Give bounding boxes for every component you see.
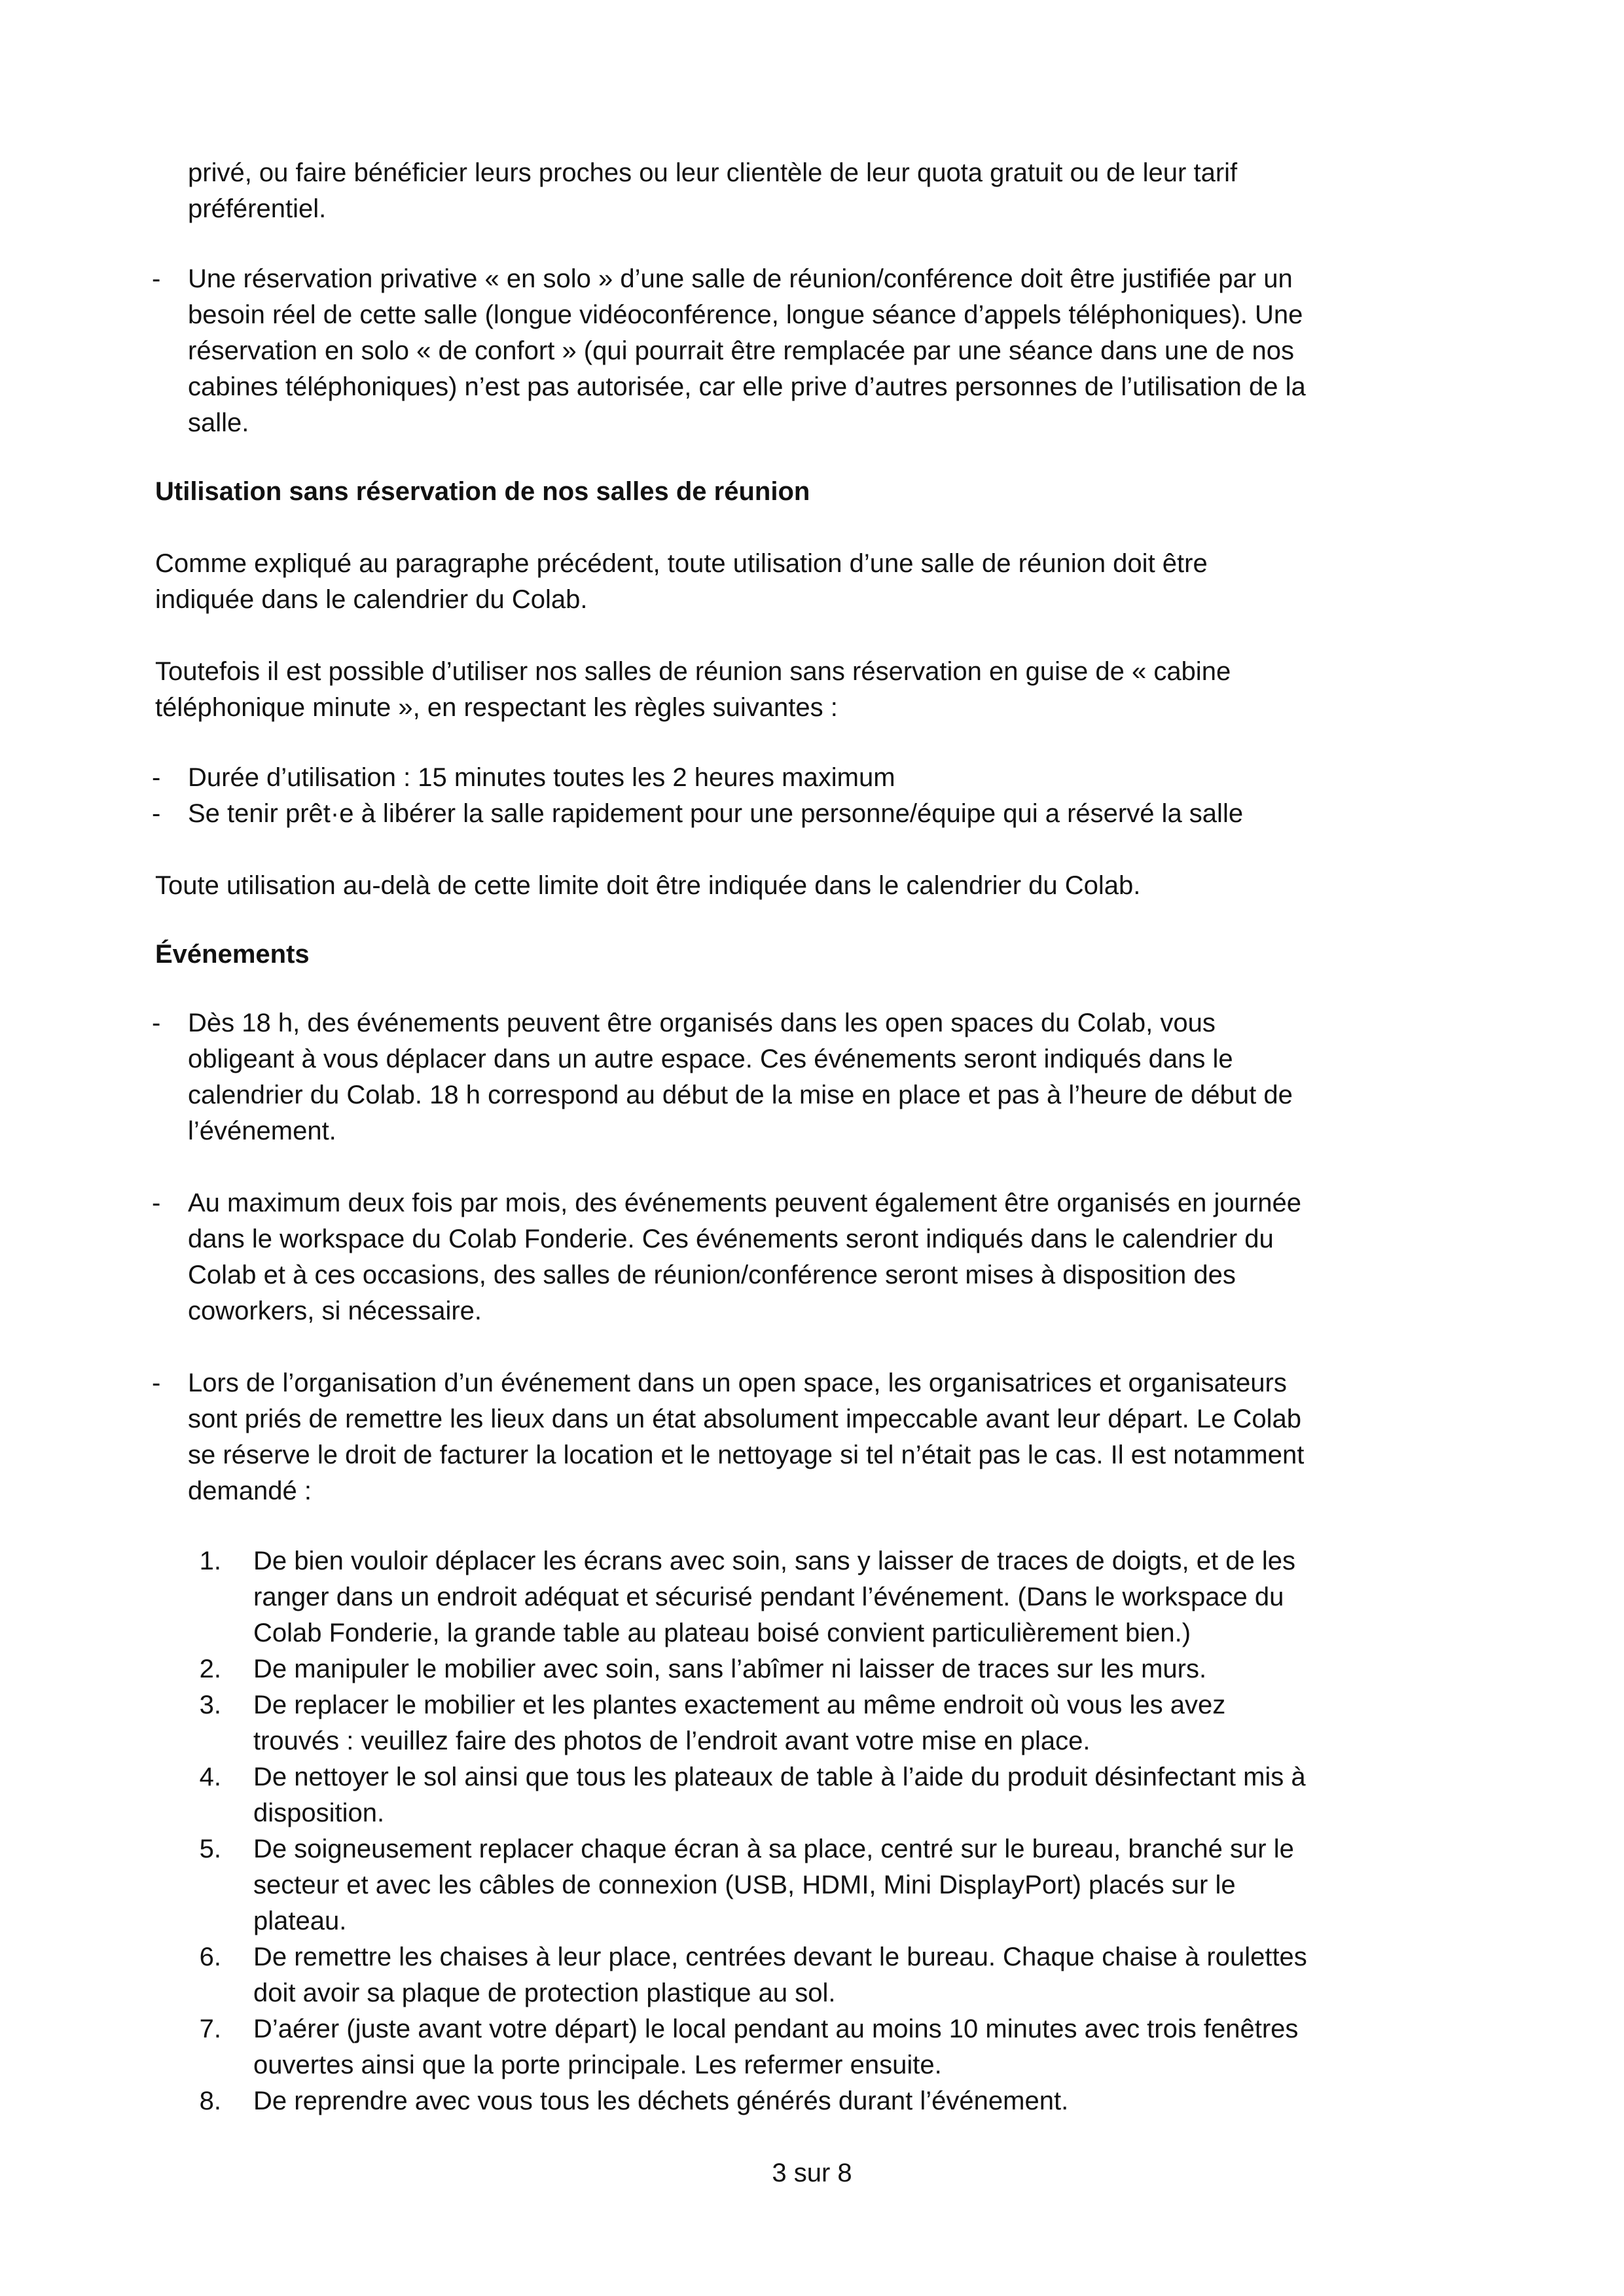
usage-para1-line: indiquée dans le calendrier du Colab. [155, 585, 588, 614]
usage-para1-line: Comme expliqué au paragraphe précédent, toute utilisation d’une salle de réunion doit être [155, 549, 1208, 578]
bullet-solo-line: salle. [188, 408, 249, 437]
events-bullet2-line: coworkers, si nécessaire. [188, 1297, 482, 1325]
numbered-item-line: De nettoyer le sol ainsi que tous les plateaux de table à l’aide du produit désinfectant mis à [253, 1763, 1306, 1791]
usage-rule-item: Durée d’utilisation : 15 minutes toutes les 2 heures maximum [188, 763, 895, 792]
list-number: 6. [199, 1943, 221, 1971]
numbered-item-line: De bien vouloir déplacer les écrans avec soin, sans y laisser de traces de doigts, et de les [253, 1547, 1295, 1575]
numbered-item-line: De remettre les chaises à leur place, centrées devant le bureau. Chaque chaise à roulettes [253, 1943, 1307, 1971]
events-bullet2-line: Au maximum deux fois par mois, des événements peuvent également être organisés en journée [188, 1189, 1301, 1217]
bullet-dash: - [152, 1009, 161, 1037]
events-bullet1-line: l’événement. [188, 1117, 336, 1145]
events-bullet2-line: dans le workspace du Colab Fonderie. Ces événements seront indiqués dans le calendrier du [188, 1225, 1274, 1253]
usage-para2-line: Toutefois il est possible d’utiliser nos salles de réunion sans réservation en guise de « cabine [155, 657, 1231, 686]
bullet-dash: - [152, 1189, 161, 1217]
bullet-dash: - [152, 264, 161, 293]
bullet-solo-line: besoin réel de cette salle (longue vidéoconférence, longue séance d’appels téléphoniques). Une [188, 300, 1303, 329]
bullet-solo-line: cabines téléphoniques) n’est pas autorisée, car elle prive d’autres personnes de l’utilisation de la [188, 372, 1306, 401]
numbered-item-line: De reprendre avec vous tous les déchets générés durant l’événement. [253, 2087, 1069, 2115]
numbered-item-line: ouvertes ainsi que la porte principale. Les refermer ensuite. [253, 2051, 942, 2079]
numbered-item-line: Colab Fonderie, la grande table au plateau boisé convient particulièrement bien.) [253, 1619, 1191, 1647]
intro-line: privé, ou faire bénéficier leurs proches ou leur clientèle de leur quota gratuit ou de leur tarif [188, 158, 1238, 187]
events-bullet1-line: calendrier du Colab. 18 h correspond au début de la mise en place et pas à l’heure de début de [188, 1081, 1293, 1109]
numbered-item-line: doit avoir sa plaque de protection plastique au sol. [253, 1979, 836, 2007]
numbered-item-line: De manipuler le mobilier avec soin, sans l’abîmer ni laisser de traces sur les murs. [253, 1655, 1207, 1683]
list-number: 1. [199, 1547, 221, 1575]
list-number: 7. [199, 2015, 221, 2043]
list-number: 3. [199, 1691, 221, 1719]
intro-line: préférentiel. [188, 194, 327, 223]
numbered-item-line: D’aérer (juste avant votre départ) le local pendant au moins 10 minutes avec trois fenêtres [253, 2015, 1299, 2043]
bullet-dash: - [152, 763, 161, 792]
bullet-dash: - [152, 799, 161, 828]
usage-para3: Toute utilisation au-delà de cette limite doit être indiquée dans le calendrier du Colab. [155, 871, 1141, 900]
numbered-item-line: disposition. [253, 1799, 385, 1827]
events-bullet3-line: demandé : [188, 1477, 312, 1505]
numbered-item-line: plateau. [253, 1907, 347, 1935]
events-bullet1-line: Dès 18 h, des événements peuvent être organisés dans les open spaces du Colab, vous [188, 1009, 1216, 1037]
usage-rule-item: Se tenir prêt·e à libérer la salle rapidement pour une personne/équipe qui a réservé la salle [188, 799, 1244, 828]
numbered-item-line: De replacer le mobilier et les plantes exactement au même endroit où vous les avez [253, 1691, 1226, 1719]
events-bullet2-line: Colab et à ces occasions, des salles de réunion/conférence seront mises à disposition des [188, 1261, 1236, 1289]
numbered-item-line: trouvés : veuillez faire des photos de l’endroit avant votre mise en place. [253, 1727, 1091, 1755]
events-bullet3-line: Lors de l’organisation d’un événement dans un open space, les organisatrices et organisateurs [188, 1369, 1287, 1397]
events-bullet3-line: se réserve le droit de facturer la location et le nettoyage si tel n’était pas le cas. Il est notamment [188, 1441, 1305, 1469]
numbered-item-line: De soigneusement replacer chaque écran à sa place, centré sur le bureau, branché sur le [253, 1835, 1294, 1863]
events-bullet3-line: sont priés de remettre les lieux dans un état absolument impeccable avant leur départ. Le Colab [188, 1405, 1301, 1433]
bullet-solo-line: Une réservation privative « en solo » d’une salle de réunion/conférence doit être justifiée par un [188, 264, 1293, 293]
usage-para2-line: téléphonique minute », en respectant les règles suivantes : [155, 693, 838, 722]
numbered-item-line: ranger dans un endroit adéquat et sécurisé pendant l’événement. (Dans le workspace du [253, 1583, 1284, 1611]
section-heading-usage: Utilisation sans réservation de nos salles de réunion [155, 477, 810, 506]
list-number: 4. [199, 1763, 221, 1791]
bullet-dash: - [152, 1369, 161, 1397]
page-number: 3 sur 8 [772, 2159, 852, 2187]
list-number: 8. [199, 2087, 221, 2115]
numbered-item-line: secteur et avec les câbles de connexion (USB, HDMI, Mini DisplayPort) placés sur le [253, 1871, 1236, 1899]
bullet-solo-line: réservation en solo « de confort » (qui pourrait être remplacée par une séance dans une de nos [188, 336, 1294, 365]
events-bullet1-line: obligeant à vous déplacer dans un autre espace. Ces événements seront indiqués dans le [188, 1045, 1233, 1073]
list-number: 2. [199, 1655, 221, 1683]
list-number: 5. [199, 1835, 221, 1863]
section-heading-events: Événements [155, 940, 310, 969]
